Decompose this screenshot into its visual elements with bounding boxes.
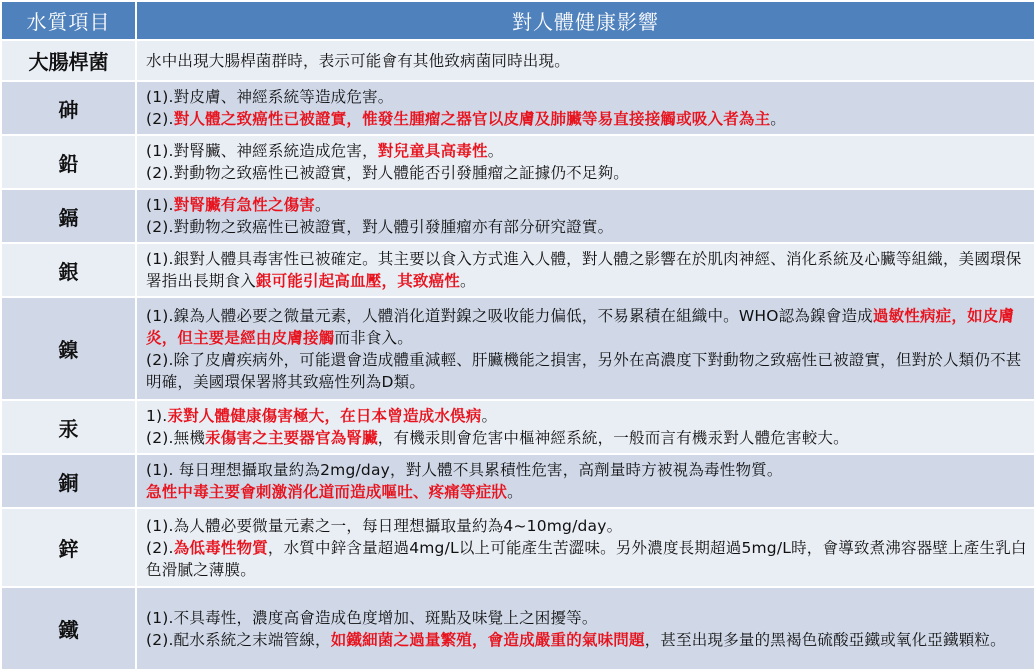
- description-line: [146, 427, 1028, 449]
- description-text: (2).無機: [146, 429, 206, 447]
- description-line: [146, 194, 1028, 216]
- description-text: 。: [481, 407, 498, 425]
- description-text: (1).: [146, 196, 174, 214]
- row-description: [137, 136, 1034, 188]
- description-text: 。: [315, 196, 331, 214]
- highlight-text: 急性中毒主要會刺激消化道而造成嘔吐、疼痛等症狀: [146, 483, 508, 501]
- description-text: (2).除了皮膚疾病外，可能還會造成體重減輕、肝臟機能之損害，另外在高濃度下對動物之致癌性已被證實，但對於人類仍不甚明確，美國環保署將其致癌性列為D類。: [146, 350, 1022, 391]
- highlight-text: 對兒童具高毒性: [377, 142, 488, 160]
- description-line: [146, 50, 1028, 72]
- row-name: 銅: [2, 455, 135, 507]
- description-text: (1).銀對人體具毒害性已被確定。其主要以食入方式進入人體，對人體之影響在於肌肉神經、消化系統及心臟等組織，美國環保署指出長期食入: [146, 250, 1022, 290]
- description-line: [146, 86, 1028, 108]
- description-text: 。: [507, 483, 523, 501]
- row-name: 鉛: [2, 136, 135, 188]
- description-text: (1).鎳為人體必要之微量元素，人體消化道對鎳之吸收能力偏低，不易累積在組織中。WHO認為鎳會造成: [146, 306, 873, 325]
- description-text: 1).: [146, 407, 168, 425]
- row-description: [137, 244, 1034, 296]
- row-description: [137, 41, 1034, 80]
- description-line: [146, 481, 1028, 503]
- description-text: 。: [460, 272, 476, 290]
- description-text: (2).: [146, 538, 174, 557]
- water-quality-table: [2, 2, 1032, 669]
- description-line: [146, 629, 1028, 651]
- row-name: 鎘: [2, 190, 135, 242]
- description-line: [146, 607, 1028, 629]
- row-description: [137, 401, 1034, 453]
- description-line: [146, 162, 1028, 184]
- description-line: [146, 537, 1028, 581]
- description-line: [146, 405, 1028, 427]
- highlight-text: 如鐵細菌之過量繁殖，會造成嚴重的氣味問題: [330, 630, 645, 649]
- description-line: [146, 140, 1028, 162]
- description-text: (2).配水系統之末端管線，: [146, 630, 331, 649]
- description-text: (1).對腎臟、神經系統造成危害，: [146, 142, 378, 160]
- description-line: [146, 248, 1028, 292]
- description-text: 。: [487, 142, 504, 160]
- description-line: [146, 216, 1028, 238]
- row-name: 大腸桿菌: [2, 41, 135, 80]
- description-text: ，甚至出現多量的黑褐色硫酸亞鐵或氧化亞鐵顆粒。: [644, 630, 1006, 649]
- header-water-quality-item: 水質項目: [2, 2, 135, 39]
- description-text: (2).對動物之致癌性已被證實，對人體引發腫瘤亦有部分研究證實。: [146, 218, 614, 236]
- row-name: 鎳: [2, 298, 135, 399]
- row-name: 銀: [2, 244, 135, 296]
- highlight-text: 汞對人體健康傷害極大，在日本曾造成水俁病: [167, 407, 482, 425]
- description-text: (1).不具毒性，濃度高會造成色度增加、斑點及味覺上之困擾等。: [146, 608, 598, 627]
- highlight-text: 對人體之致癌性已被證實，惟發生腫瘤之器官以皮膚及肺臟等易直接接觸或吸入者為主: [173, 110, 771, 128]
- description-line: [146, 305, 1028, 349]
- row-description: [137, 298, 1034, 399]
- description-line: [146, 108, 1028, 130]
- row-description: [137, 455, 1034, 507]
- description-text: (1).為人體必要微量元素之一，每日理想攝取量約為4~10mg/day。: [146, 516, 623, 535]
- description-line: [146, 349, 1028, 393]
- description-text: ，水質中鋅含量超過4mg/L以上可能產生苦澀味。另外濃度長期超過5mg/L時，會導致煮沸容器壁上產生乳白色滑膩之薄膜。: [146, 538, 1027, 579]
- row-description: [137, 82, 1034, 134]
- row-name: 汞: [2, 401, 135, 453]
- description-line: [146, 515, 1028, 537]
- highlight-text: 汞傷害之主要器官為腎臟: [205, 429, 378, 447]
- row-name: 砷: [2, 82, 135, 134]
- highlight-text: 對腎臟有急性之傷害: [173, 196, 315, 214]
- description-text: (2).: [146, 110, 174, 128]
- row-name: 鋅: [2, 509, 135, 586]
- description-text: ，有機汞則會危害中樞神經系統，一般而言有機汞對人體危害較大。: [377, 429, 849, 447]
- description-text: 水中出現大腸桿菌群時，表示可能會有其他致病菌同時出現。: [146, 51, 570, 70]
- description-text: (2).對動物之致癌性已被證實，對人體能否引發腫瘤之証據仍不足夠。: [146, 164, 629, 182]
- description-text: 。: [770, 110, 786, 128]
- description-text: (1). 每日理想攝取量約為2mg/day，對人體不具累積性危害，高劑量時方被視為毒性物質。: [146, 461, 783, 479]
- highlight-text: 過敏性病症，如皮膚炎，但主要是經由皮膚接觸: [146, 306, 1015, 347]
- row-name: 鐵: [2, 588, 135, 669]
- description-text: 而非食入。: [334, 328, 413, 347]
- highlight-text: 銀可能引起高血壓，其致癌性: [255, 272, 461, 290]
- row-description: [137, 190, 1034, 242]
- description-text: (1).對皮膚、神經系統等造成危害。: [146, 88, 394, 106]
- description-line: [146, 459, 1028, 481]
- row-description: [137, 509, 1034, 586]
- header-health-effect: 對人體健康影響: [137, 2, 1034, 39]
- highlight-text: 為低毒性物質: [173, 538, 268, 557]
- row-description: [137, 588, 1034, 669]
